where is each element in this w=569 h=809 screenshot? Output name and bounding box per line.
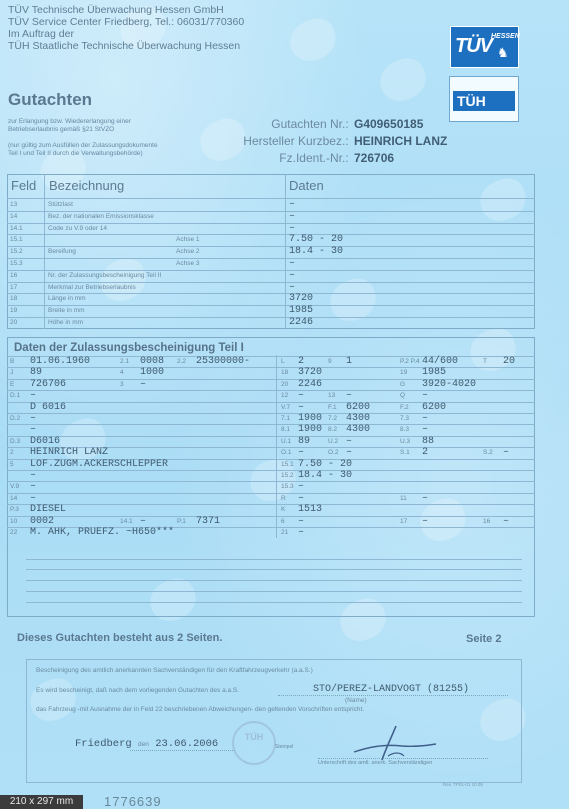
zb-value: 3720 [298, 367, 323, 379]
zb-value: – [503, 515, 510, 527]
zb-key: B [10, 358, 15, 365]
zb-value: 1513 [298, 504, 323, 516]
zb-value: – [298, 492, 305, 504]
revision-label: Rev. TP01-01 10.05 [443, 782, 483, 787]
cert-line: Es wird bescheinigt, daß nach dem vorliegenden Gutachten des a.a.S. [36, 687, 240, 694]
subtitle-line: zur Erlangung bzw. Wiedererlangung einer [8, 118, 131, 125]
zb-key: U.2 [328, 437, 339, 445]
zb-key: 15.1 [281, 460, 294, 468]
col-daten-header: Daten [289, 178, 324, 193]
row-divider [7, 413, 276, 414]
zb-key: E [10, 380, 15, 388]
zb-value: M. AHK, PRUEFZ. ~H650*** [30, 527, 175, 538]
row-daten: 3720 [289, 293, 314, 305]
zb-value: 6200 [422, 401, 447, 413]
zb-value: 2 [298, 356, 305, 367]
zb-key: 8.1 [281, 426, 291, 434]
zb-key: 10 [10, 517, 18, 525]
zb-value: – [422, 515, 429, 527]
gutachten-nr-value: G409650185 [354, 117, 424, 131]
zb-key: S.2 [483, 449, 493, 457]
zb-key: J [10, 369, 14, 377]
fz-ident-value: 726706 [354, 151, 395, 165]
zb-key: S.1 [400, 449, 410, 457]
zb-value: 2 [422, 447, 429, 459]
zb-key: 14 [10, 494, 18, 502]
name-line [278, 695, 508, 696]
zb-value: – [346, 447, 353, 459]
row-daten: 1985 [289, 305, 314, 317]
row-feld: 20 [10, 319, 18, 326]
zb-value: 1 [346, 356, 353, 367]
zb-value: 7.50 - 20 [298, 458, 353, 470]
zb-value: 01.06.1960 [30, 356, 91, 367]
row-feld: 17 [10, 283, 18, 291]
row-feld: 19 [10, 307, 18, 315]
zb-value: 1985 [422, 367, 447, 379]
header-tuh: TÜH Staatliche Technische Überwachung Hessen [8, 40, 241, 52]
row-bezeichnung: Nr. der Zulassungsbescheinigung Teil II [48, 271, 162, 279]
zb-value: – [30, 413, 37, 424]
gutachten-nr-label: Gutachten Nr.: [271, 117, 349, 131]
zb-key: 12 [281, 392, 289, 400]
date-line [130, 750, 235, 751]
row-divider [7, 317, 535, 318]
row-daten: – [289, 210, 296, 222]
row-feld: 15.3 [10, 260, 23, 267]
zb-value: – [140, 378, 147, 390]
row-divider [7, 246, 535, 247]
zb-value: 18.4 - 30 [298, 470, 353, 481]
zb-key: V.9 [10, 483, 20, 491]
zb-value: 1900 [298, 413, 323, 424]
document-title: Gutachten [8, 90, 93, 109]
zb-divider [26, 580, 522, 581]
zb-key: 2.2 [177, 358, 187, 365]
row-achse: Achse 1 [176, 236, 200, 244]
zb-key: 18 [281, 369, 289, 377]
row-daten: – [289, 281, 296, 293]
zb-value: 1000 [140, 367, 165, 379]
page-size-badge: 210 x 297 mm [0, 795, 83, 809]
zb-key: 13 [328, 392, 336, 400]
zb-value: 44/600 [422, 356, 459, 367]
zb-key: 19 [400, 369, 408, 377]
subtitle-line: Betriebserlaubnis gemäß §21 StVZO [8, 126, 115, 133]
zb-key: F.2 [400, 403, 409, 411]
zb-key: O.2 [328, 449, 339, 457]
zb-value: – [298, 401, 305, 413]
row-divider [7, 258, 535, 259]
zb-value: – [298, 481, 305, 493]
row-divider [7, 293, 535, 294]
zb-value: – [503, 447, 510, 459]
cert-place: Friedberg [75, 738, 132, 750]
zb-value: 88 [422, 435, 435, 447]
hersteller-value: HEINRICH LANZ [354, 134, 448, 148]
zb-key: R [281, 494, 286, 502]
zb-value: – [346, 435, 353, 447]
zb-key: 5 [10, 460, 14, 468]
row-divider [7, 234, 535, 235]
tuv-logo [450, 26, 519, 68]
row-divider [7, 481, 276, 482]
zb-key: P.1 [177, 517, 186, 525]
zb-key: 7.3 [400, 415, 410, 422]
tuv-logo-text: TÜV [455, 35, 492, 57]
row-divider [277, 527, 535, 528]
zb-value: DIESEL [30, 504, 67, 516]
serial-number: 1776639 [104, 794, 162, 809]
tuv-logo-hessen: HESSEN [491, 33, 520, 40]
zb-key: 8.3 [400, 426, 410, 434]
zb-key: U.1 [281, 437, 292, 445]
row-feld: 18 [10, 295, 18, 303]
tuh-logo-text: TÜH [453, 91, 515, 111]
cert-date: 23.06.2006 [155, 738, 219, 750]
subtitle-line: (nur gültig zum Ausfüllen der Zulassungsdokumente [8, 142, 158, 149]
row-feld: 13 [10, 201, 18, 208]
signature-line [318, 758, 488, 759]
zb-value: 726706 [30, 378, 67, 390]
row-divider [7, 493, 276, 494]
zb-key: D.3 [10, 437, 21, 445]
zb-value: 25300000- [196, 356, 251, 367]
zb-value: 0008 [140, 356, 165, 367]
expert-name: STO/PEREZ-LANDVOGT (81255) [313, 684, 470, 695]
zb-key: F.1 [328, 403, 337, 411]
row-divider [7, 470, 276, 471]
zb-key: U.3 [400, 437, 411, 445]
zb-key: 8.2 [328, 426, 338, 434]
zb-value: – [30, 470, 37, 481]
zb-key: 7.1 [281, 415, 291, 422]
zb-value: – [298, 390, 305, 402]
cert-line: das Fahrzeug -mit Ausnahme der in Feld 22 beschriebenen Abweichungen- den geltenden Vorschriften entspricht. [36, 706, 365, 713]
zb-value: – [140, 515, 147, 527]
row-divider [277, 390, 535, 391]
zb-divider [26, 602, 522, 603]
zb-key: D.1 [10, 392, 21, 400]
row-achse: Achse 2 [176, 248, 200, 256]
zb-key: G [400, 380, 406, 388]
header-auftrag: Im Auftrag der [8, 28, 74, 40]
zb-value: – [422, 413, 429, 424]
zb-value: 6200 [346, 401, 371, 413]
table-divider [7, 198, 535, 199]
zb-title: Daten der Zulassungsbescheinigung Teil I [14, 342, 244, 354]
fz-ident-row [150, 150, 460, 166]
row-feld: 14.1 [10, 224, 23, 232]
row-bezeichnung: Merkmal zur Betriebserlaubnis [48, 283, 136, 291]
zb-value: – [30, 424, 37, 436]
hersteller-row [150, 133, 460, 149]
zb-key: 14.1 [120, 517, 133, 525]
row-bezeichnung: Länge in mm [48, 295, 86, 303]
zb-value: – [422, 390, 429, 402]
zb-key: O.1 [281, 449, 292, 457]
subtitle-line: Teil I und Teil II durch die Verwaltungsbehörde) [8, 150, 143, 157]
zb-key: 4 [120, 369, 124, 377]
row-feld: 14 [10, 212, 18, 220]
row-bezeichnung: Stützlast [48, 201, 73, 208]
row-daten: – [289, 199, 296, 210]
zb-divider [26, 569, 522, 570]
row-daten: – [289, 222, 296, 234]
zb-divider [26, 591, 522, 592]
zb-value: 89 [30, 367, 43, 379]
zb-value: 2246 [298, 378, 323, 390]
cert-den: den [138, 741, 149, 748]
watermark-lion [375, 53, 432, 106]
zb-value: D6016 [30, 435, 61, 447]
row-bezeichnung: Bereifung [48, 248, 76, 256]
certificate-box [26, 659, 522, 783]
zb-key: Q [400, 392, 406, 400]
row-bezeichnung: Höhe in mm [48, 319, 84, 326]
row-feld: 15.1 [10, 236, 23, 244]
zb-key: P.2 P.4 [400, 358, 420, 365]
zb-key: 7.2 [328, 415, 338, 422]
row-divider [7, 305, 535, 306]
zb-key: 11 [400, 494, 407, 502]
row-daten: – [289, 258, 296, 269]
zb-key: 2 [10, 449, 14, 457]
row-divider [7, 424, 276, 425]
zb-key: 15.3 [281, 483, 294, 491]
zb-value: 4300 [346, 424, 371, 436]
zb-value: 3920-4020 [422, 378, 477, 390]
zb-value: – [30, 390, 37, 402]
gutachten-nr-row [150, 116, 460, 132]
col-feld-header: Feld [11, 178, 37, 193]
zb-key: 22 [10, 529, 18, 536]
zb-value: 1900 [298, 424, 323, 436]
zb-key: D.2 [10, 415, 21, 422]
pages-note: Dieses Gutachten besteht aus 2 Seiten. [17, 632, 223, 644]
cert-place-date [75, 738, 218, 750]
stamp-text: TÜH [244, 732, 264, 742]
zb-key: K [281, 506, 286, 514]
zb-value: 7371 [196, 515, 221, 527]
zb-key: 20 [281, 380, 289, 388]
zb-key: 6 [281, 517, 285, 525]
zb-value: – [298, 447, 305, 459]
page-number: Seite 2 [466, 633, 502, 645]
zb-key: 17 [400, 517, 408, 525]
zb-key: 9 [328, 358, 332, 365]
zb-key: L [281, 358, 285, 365]
zb-value: – [30, 481, 37, 493]
header-service-center: TÜV Service Center Friedberg, Tel.: 06031/770360 [8, 16, 245, 28]
row-bezeichnung: Breite in mm [48, 307, 85, 315]
zb-value: – [422, 492, 429, 504]
zb-value: – [422, 424, 429, 436]
zb-value: – [298, 515, 305, 527]
zb-value: LOF.ZUGM.ACKERSCHLEPPER [30, 458, 169, 470]
lion-crest-icon: ♞ [497, 45, 509, 60]
zb-value: – [346, 390, 353, 402]
official-stamp [232, 721, 276, 765]
watermark-lion [285, 13, 342, 66]
cert-line: Bescheinigung des amtlich anerkannten Sachverständigen für den Kraftfahrzeugverkehr (a.a.S.) [36, 667, 313, 674]
col-bezeichnung-header: Bezeichnung [49, 178, 125, 193]
zb-key: 21 [281, 529, 289, 536]
row-bezeichnung: Bez. der nationalen Emissionsklasse [48, 212, 154, 220]
fz-ident-label: Fz.Ident.-Nr.: [279, 151, 349, 165]
zb-value: 20 [503, 356, 516, 367]
row-divider [277, 481, 535, 482]
zb-value: – [298, 527, 305, 538]
zb-key: 15.2 [281, 472, 294, 479]
zb-key: 16 [483, 517, 491, 525]
row-daten: 7.50 - 20 [289, 234, 344, 246]
row-daten: – [289, 269, 296, 281]
zb-key: T [483, 358, 487, 365]
header-company: TÜV Technische Überwachung Hessen GmbH [8, 4, 224, 16]
zb-key: 2.1 [120, 358, 130, 365]
signature-label: Unterschrift des amtl. anerk. Sachverständigen [318, 760, 433, 766]
zb-key: V.7 [281, 403, 291, 411]
zb-value: D 6016 [30, 401, 67, 413]
zb-value: 89 [298, 435, 311, 447]
row-divider [7, 390, 276, 391]
zb-value: HEINRICH LANZ [30, 447, 109, 459]
row-daten: 18.4 - 30 [289, 246, 344, 258]
row-feld: 15.2 [10, 248, 23, 256]
name-label: (Name) [345, 697, 367, 704]
row-feld: 16 [10, 271, 18, 279]
zb-divider [26, 559, 522, 560]
zb-value: 0002 [30, 515, 55, 527]
row-daten: 2246 [289, 317, 314, 328]
zb-key: P.3 [10, 506, 19, 514]
row-achse: Achse 3 [176, 260, 200, 267]
hersteller-label: Hersteller Kurzbez.: [243, 134, 349, 148]
zb-value: – [30, 492, 37, 504]
zb-key: 3 [120, 380, 124, 388]
zb-value: 4300 [346, 413, 371, 424]
stamp-label: Stempel [275, 744, 294, 750]
row-bezeichnung: Code zu V.9 oder 14 [48, 224, 108, 232]
